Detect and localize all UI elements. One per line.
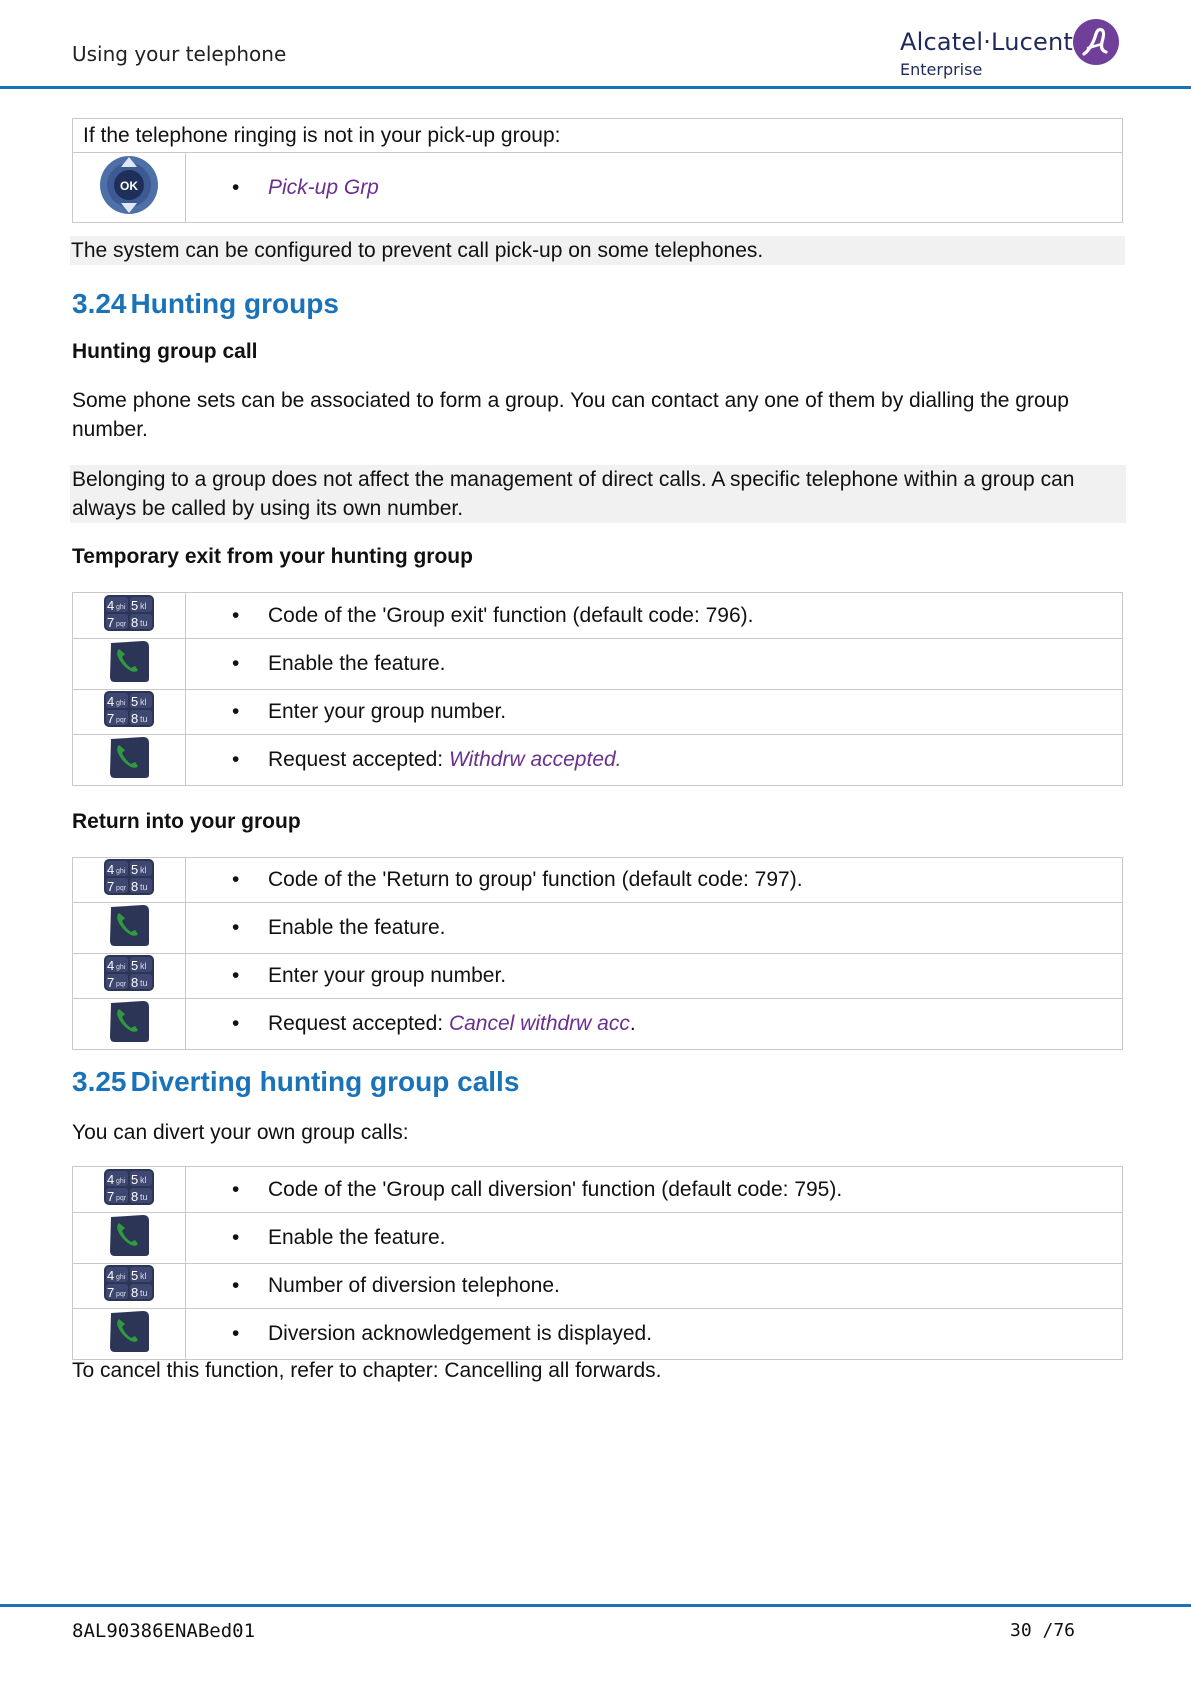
document-reference: 8AL90386ENABed01 (72, 1620, 256, 1642)
exit-steps-table (72, 592, 1123, 786)
off-hook-key-icon (107, 1213, 151, 1257)
step-text: Code of the 'Group exit' function (default code: 796). (268, 603, 754, 627)
subheading-hunting-group-call: Hunting group call (72, 340, 258, 363)
svg-text:kl: kl (140, 961, 147, 971)
svg-text:tu: tu (140, 1191, 148, 1202)
logo-mark-icon (1072, 18, 1120, 66)
section-number: 3.25 (72, 1066, 127, 1097)
step-text: Request accepted: (268, 748, 449, 771)
offhook-cell (73, 639, 186, 690)
svg-text:5: 5 (131, 1268, 139, 1283)
step-text: Number of diversion telephone. (268, 1274, 560, 1297)
svg-text:kl: kl (140, 865, 147, 875)
svg-text:5: 5 (131, 958, 139, 973)
svg-text:8: 8 (131, 975, 139, 990)
svg-text:pqr: pqr (116, 981, 127, 988)
svg-text:ghi: ghi (116, 964, 126, 971)
step-text: Enable the feature. (268, 652, 446, 675)
step-text-cell: • Enable the feature. (186, 903, 1123, 954)
logo-sub: Enterprise (900, 60, 983, 79)
keypad-icon (103, 1168, 155, 1206)
svg-text:tu: tu (140, 1288, 148, 1298)
svg-text:8: 8 (131, 879, 139, 894)
step-text-cell: • Enter your group number. (186, 954, 1123, 999)
svg-text:5: 5 (131, 862, 139, 877)
ok-label: OK (120, 178, 138, 193)
hunting-group-note: Belonging to a group does not affect the management of direct calls. A specific telephone within a group can always be called by using its own number. (70, 465, 1126, 523)
keypad-cell (73, 690, 186, 735)
step-text: Enable the feature. (268, 1226, 446, 1249)
svg-text:tu: tu (140, 714, 148, 724)
ok-key-cell (73, 153, 186, 223)
svg-text:kl: kl (140, 600, 147, 611)
display-message: Withdrw accepted. (448, 748, 622, 771)
pickup-note: The system can be configured to prevent call pick-up on some telephones. (70, 236, 1125, 265)
offhook-cell (73, 999, 186, 1050)
keypad-cell (73, 593, 186, 639)
keypad-icon (103, 1264, 155, 1302)
diversion-outro: To cancel this function, refer to chapter: Cancelling all forwards. (72, 1359, 662, 1382)
step-text: Enable the feature. (268, 916, 446, 939)
svg-text:pqr: pqr (116, 1194, 127, 1202)
step-text: Code of the 'Group call diversion' function (default code: 795). (268, 1177, 843, 1201)
svg-text:tu: tu (140, 617, 148, 628)
footer-rule (0, 1604, 1191, 1607)
svg-text:kl: kl (140, 697, 147, 707)
return-steps-table (72, 857, 1123, 1050)
diversion-steps-table (72, 1166, 1123, 1360)
pickup-table (72, 118, 1123, 223)
svg-text:7: 7 (107, 711, 115, 726)
step-text-end: . (629, 1012, 636, 1035)
step-text-cell: • Number of diversion telephone. (186, 1264, 1123, 1309)
svg-text:8: 8 (131, 1285, 139, 1300)
subheading-return-group: Return into your group (72, 810, 301, 833)
keypad-icon (103, 954, 155, 992)
display-message: Cancel withdrw acc (448, 1012, 630, 1035)
step-text: Enter your group number. (268, 700, 507, 723)
page-number: 30 /76 (1010, 1620, 1076, 1641)
section-number: 3.24 (72, 288, 127, 319)
header-rule (0, 86, 1191, 89)
svg-text:ghi: ghi (116, 1177, 126, 1185)
off-hook-key-icon (107, 639, 151, 683)
step-text-cell: • Enable the feature. (186, 1213, 1123, 1264)
keypad-cell (73, 1264, 186, 1309)
svg-text:4: 4 (107, 862, 115, 877)
svg-text:kl: kl (140, 1271, 147, 1281)
svg-text:7: 7 (107, 879, 115, 894)
step-text: Code of the 'Return to group' function (default code: 797). (268, 868, 803, 891)
svg-text:8: 8 (131, 614, 139, 630)
step-text: Diversion acknowledgement is displayed. (268, 1322, 653, 1345)
svg-text:5: 5 (131, 1171, 139, 1187)
ok-navigator-icon (99, 154, 159, 216)
subheading-temporary-exit: Temporary exit from your hunting group (72, 545, 473, 568)
svg-text:8: 8 (131, 1188, 139, 1204)
keypad-cell (73, 954, 186, 999)
step-text-cell: • Code of the 'Group exit' function (default code: 796). (186, 593, 1123, 639)
keypad-icon (103, 690, 155, 728)
svg-text:7: 7 (107, 1285, 115, 1300)
pickup-option-cell: • Pick-up Grp (186, 153, 1123, 223)
step-text-cell: • Code of the 'Return to group' function (default code: 797). (186, 858, 1123, 903)
section-title: Diverting hunting group calls (130, 1066, 520, 1097)
section-heading-3-25 (72, 1066, 519, 1098)
svg-text:5: 5 (131, 694, 139, 709)
offhook-cell (73, 735, 186, 786)
svg-text:7: 7 (107, 614, 115, 630)
svg-text:ghi: ghi (116, 700, 126, 707)
diversion-intro: You can divert your own group calls: (72, 1121, 409, 1144)
svg-text:ghi: ghi (116, 603, 126, 611)
off-hook-key-icon (107, 735, 151, 779)
svg-text:8: 8 (131, 711, 139, 726)
section-title: Hunting groups (130, 288, 339, 319)
svg-text:4: 4 (107, 958, 115, 973)
step-text-cell: • Request accepted: Withdrw accepted. (186, 735, 1123, 786)
svg-text:kl: kl (140, 1174, 147, 1185)
svg-text:4: 4 (107, 694, 115, 709)
pickup-caption: If the telephone ringing is not in your pick-up group: (73, 119, 1123, 153)
svg-text:tu: tu (140, 978, 148, 988)
svg-text:pqr: pqr (116, 620, 127, 628)
keypad-icon (103, 594, 155, 632)
svg-text:4: 4 (107, 1268, 115, 1283)
pickup-grp-option[interactable]: Pick-up Grp (268, 175, 379, 199)
svg-text:pqr: pqr (116, 717, 127, 724)
section-heading-3-24 (72, 288, 339, 320)
svg-text:4: 4 (107, 1171, 115, 1187)
svg-text:ghi: ghi (116, 1274, 126, 1281)
hunting-group-paragraph: Some phone sets can be associated to form a group. You can contact any one of them by dialling the group number. (72, 389, 1069, 441)
svg-text:pqr: pqr (116, 1291, 127, 1298)
svg-text:4: 4 (107, 597, 115, 613)
offhook-cell (73, 903, 186, 954)
logo-name: Alcatel·Lucent (900, 28, 1074, 56)
step-text-cell: • Enter your group number. (186, 690, 1123, 735)
svg-text:tu: tu (140, 882, 148, 892)
keypad-cell (73, 1167, 186, 1213)
offhook-cell (73, 1309, 186, 1360)
step-text: Enter your group number. (268, 964, 507, 987)
off-hook-key-icon (107, 999, 151, 1043)
step-text-cell: • Request accepted: Cancel withdrw acc. (186, 999, 1123, 1050)
svg-text:5: 5 (131, 597, 139, 613)
keypad-cell (73, 858, 186, 903)
company-logo (900, 18, 1120, 80)
keypad-icon (103, 858, 155, 896)
off-hook-key-icon (107, 1309, 151, 1353)
step-text-cell: • Diversion acknowledgement is displayed. (186, 1309, 1123, 1360)
off-hook-key-icon (107, 903, 151, 947)
svg-text:pqr: pqr (116, 885, 127, 892)
svg-text:ghi: ghi (116, 868, 126, 875)
svg-text:7: 7 (107, 1188, 115, 1204)
offhook-cell (73, 1213, 186, 1264)
svg-text:7: 7 (107, 975, 115, 990)
step-text: Request accepted: (268, 1012, 449, 1035)
step-text-cell: • Code of the 'Group call diversion' function (default code: 795). (186, 1167, 1123, 1213)
step-text-cell: • Enable the feature. (186, 639, 1123, 690)
page-header-title: Using your telephone (72, 42, 287, 66)
